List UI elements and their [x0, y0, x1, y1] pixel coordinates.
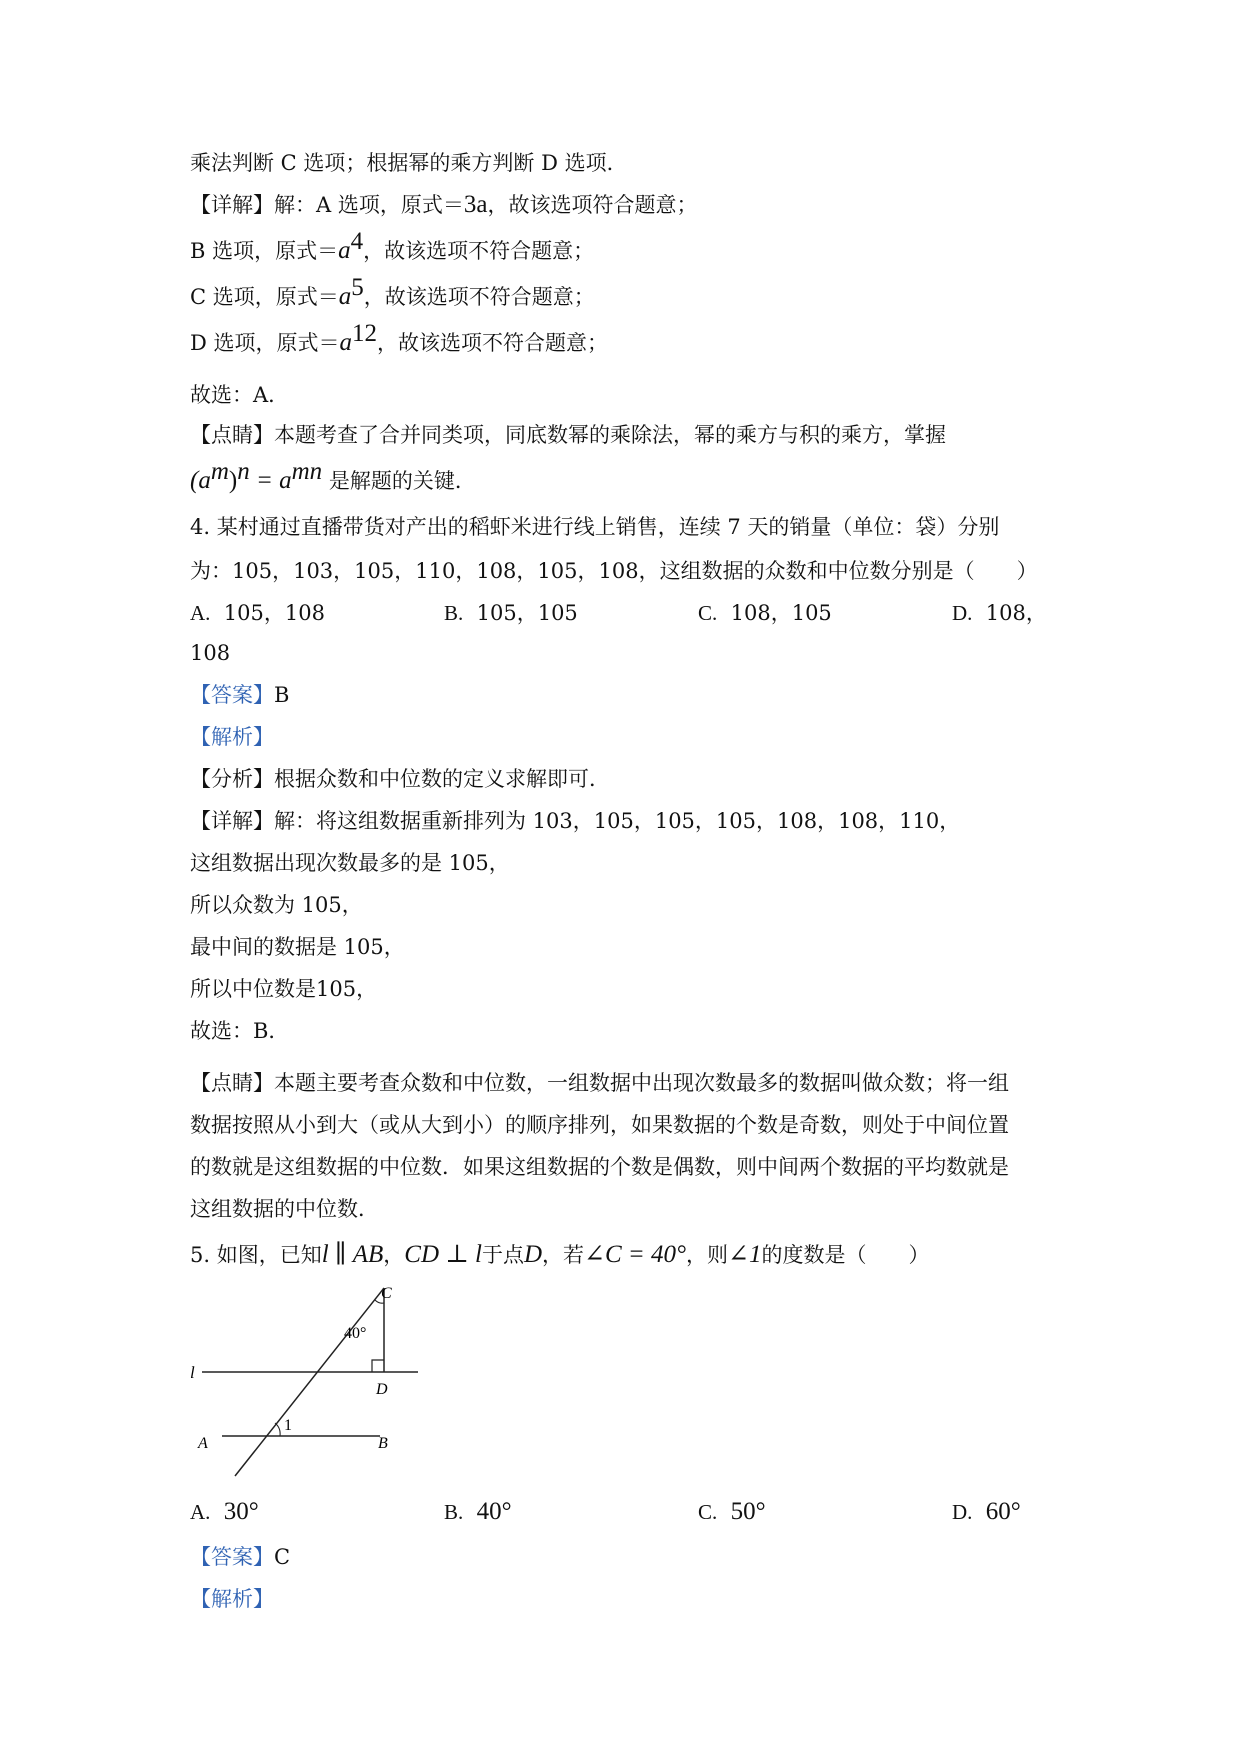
q4-option-d-wrap: 108	[190, 641, 231, 665]
q5-option-b[interactable]: B. 40°	[444, 1498, 512, 1525]
q3-detail-d: D 选项，原式$=a^{12}$，故该选项不符合题意；	[190, 320, 609, 356]
geometry-figure	[180, 1282, 440, 1482]
label-1: 1	[284, 1417, 292, 1434]
q4-comment-4: 这组数据的中位数．	[190, 1197, 379, 1221]
q3-detail-b: B 选项，原式$=a^4$，故该选项不符合题意；	[190, 228, 595, 264]
q4-option-b[interactable]: B. 105，105	[444, 601, 578, 625]
q4-detail-1: 【详解】解：将这组数据重新排列为 103，105，105，105，108，108，110，	[190, 809, 961, 833]
q5-analysis-tag: 【解析】	[190, 1587, 274, 1611]
q4-detail-5: 所以中位数是105，	[190, 977, 378, 1001]
q3-detail-c: C 选项，原式$=a^5$，故该选项不符合题意；	[190, 274, 595, 310]
label-l: l	[190, 1363, 195, 1382]
q4-detail-2: 这组数据出现次数最多的是 105，	[190, 851, 510, 875]
q4-analysis: 【分析】根据众数和中位数的定义求解即可．	[190, 767, 610, 791]
q5-answer: 【答案】C	[190, 1545, 291, 1569]
q5-option-a[interactable]: A. 30°	[190, 1498, 259, 1525]
q4-comment-1: 【点睛】本题主要考查众数和中位数，一组数据中出现次数最多的数据叫做众数；将一组	[190, 1071, 1009, 1095]
q4-answer: 【答案】B	[190, 683, 290, 707]
detail-tag: 【详解】	[190, 193, 274, 217]
q3-comment: 【点睛】本题考查了合并同类项，同底数幂的乘除法，幂的乘方与积的乘方，掌握	[190, 423, 946, 447]
transversal-line	[235, 1288, 384, 1476]
q5-option-d[interactable]: D. 60°	[952, 1498, 1021, 1525]
label-40: 40°	[344, 1325, 367, 1342]
label-d: D	[376, 1381, 388, 1398]
comment-tag: 【点睛】	[190, 423, 274, 447]
q3-choose: 故选：A．	[190, 383, 290, 407]
label-c: C	[381, 1285, 392, 1302]
q4-stem-1: 4. 某村通过直播带货对产出的稻虾米进行线上销售，连续 7 天的销量（单位：袋）分别	[190, 515, 1000, 539]
math-3a: 3a	[463, 191, 488, 218]
q4-analysis-tag: 【解析】	[190, 725, 274, 749]
q4-option-c[interactable]: C. 108，105	[698, 601, 832, 625]
q4-comment-2: 数据按照从小到大（或从大到小）的顺序排列，如果数据的个数是奇数，则处于中间位置	[190, 1113, 1009, 1137]
q5-stem: 5. 如图，已知l ∥ AB，CD ⊥ l于点D，若∠C = 40°，则∠1的度数是（ ）	[190, 1241, 930, 1268]
q4-stem-2: 为：105，103，105，110，108，105，108，这组数据的众数和中位数分别是（ ）	[190, 559, 1038, 583]
q4-comment-3: 的数就是这组数据的中位数．如果这组数据的个数是偶数，则中间两个数据的平均数就是	[190, 1155, 1009, 1179]
q3-comment-formula: $(a^m)^n = a^{mn}$ 是解题的关键．	[190, 458, 476, 494]
right-angle-mark	[372, 1360, 384, 1372]
label-b: B	[378, 1435, 388, 1452]
q5-option-c[interactable]: C. 50°	[698, 1498, 766, 1525]
answer-tag: 【答案】	[190, 683, 274, 707]
q3-line-1: 乘法判断 C 选项；根据幂的乘方判断 D 选项．	[190, 151, 628, 175]
q4-option-a[interactable]: A. 105，108	[190, 601, 325, 625]
q4-choose: 故选：B．	[190, 1019, 290, 1043]
q3-detail-a: 【详解】解：A 选项，原式＝3a，故该选项符合题意；	[190, 191, 698, 218]
q4-detail-4: 最中间的数据是 105，	[190, 935, 405, 959]
q4-option-d[interactable]: D. 108，	[952, 601, 1047, 625]
q4-detail-3: 所以众数为 105，	[190, 893, 363, 917]
label-a: A	[198, 1435, 208, 1452]
